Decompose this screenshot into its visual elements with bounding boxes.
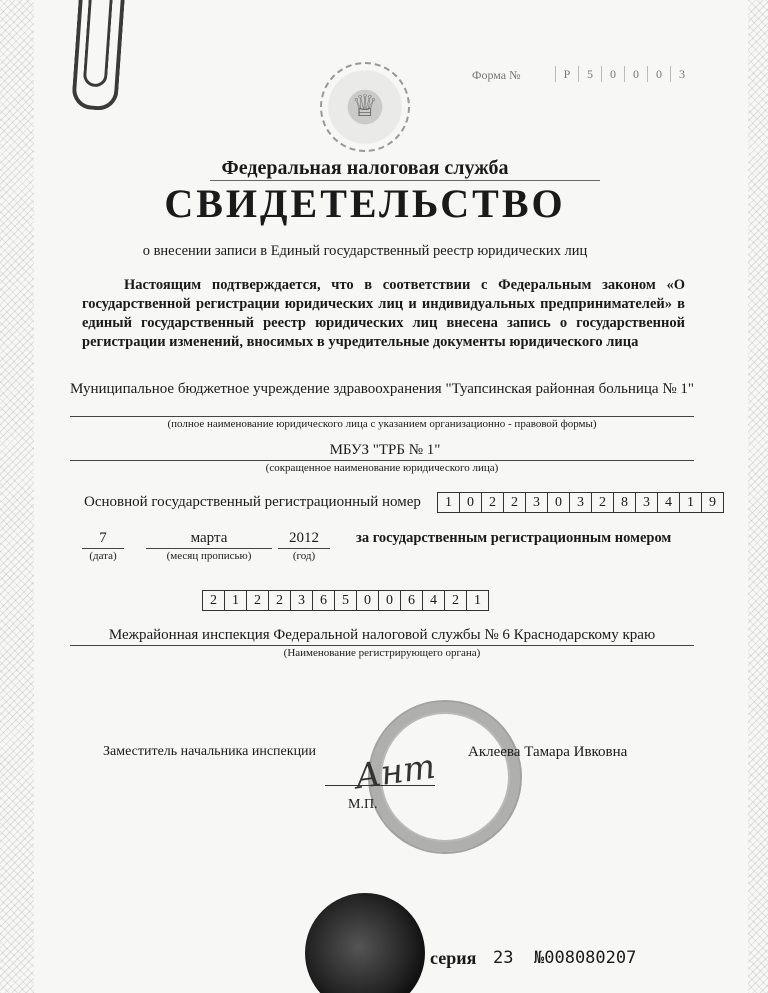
- authority-rule: [70, 645, 694, 646]
- date-day-caption: (дата): [89, 550, 117, 562]
- serial-number: №008080207: [534, 948, 637, 968]
- date-day: 7: [99, 530, 107, 546]
- ogrn-digit: 8: [614, 493, 636, 512]
- hologram-seal: [305, 893, 425, 993]
- stamp-label: М.П.: [348, 797, 378, 812]
- ogrn-digit: 1: [438, 493, 460, 512]
- form-code-char: Р: [555, 66, 578, 82]
- full-name-rule: [70, 416, 694, 417]
- date-year: 2012: [289, 530, 319, 546]
- ogrn-digit: 3: [570, 493, 592, 512]
- series-label: серия: [430, 948, 477, 968]
- state-emblem-icon: ♕: [320, 62, 410, 152]
- agency-name: Федеральная налоговая служба: [221, 157, 509, 179]
- registration-digit: 6: [313, 591, 335, 610]
- registration-digit: 2: [269, 591, 291, 610]
- short-name-rule: [70, 460, 694, 461]
- paper-clip: [71, 0, 125, 111]
- series-number: 23: [493, 948, 514, 968]
- ogrn-digit: 4: [658, 493, 680, 512]
- registration-digit: 1: [474, 593, 481, 608]
- registration-digit: 1: [225, 591, 247, 610]
- registration-digit: 2: [445, 591, 467, 610]
- ogrn-digit: 3: [526, 493, 548, 512]
- registration-digit: 4: [423, 591, 445, 610]
- ogrn-digits: [437, 492, 724, 513]
- form-code-char: 0: [647, 66, 670, 82]
- form-label: Форма №: [472, 68, 521, 82]
- certificate-title: СВИДЕТЕЛЬСТВО: [164, 181, 566, 226]
- intro-paragraph: Настоящим подтверждается, что в соответствии с Федеральным законом «О государственной регистрации юридических лиц и индивидуальных предпринимателей» в единый государственный реестр юридических лиц внесена запись о государственной регистрации изменений, вносимых в учредительные документы юридического лица: [82, 277, 685, 350]
- date-month: марта: [190, 530, 228, 546]
- ogrn-digit: 1: [680, 493, 702, 512]
- full-name-caption: (полное наименование юридического лица с указанием организационно - правовой формы): [167, 418, 597, 430]
- registration-digit: 6: [401, 591, 423, 610]
- registration-digit: 2: [203, 591, 225, 610]
- form-code-char: 5: [578, 66, 601, 82]
- ogrn-digit: 0: [460, 493, 482, 512]
- registration-digit: 0: [379, 591, 401, 610]
- form-code-char: 3: [670, 66, 693, 82]
- registration-digit: 0: [357, 591, 379, 610]
- signer-name: Аклеева Тамара Ивковна: [468, 744, 628, 760]
- signature-line: [325, 785, 435, 786]
- date-year-caption: (год): [292, 550, 316, 562]
- ogrn-label: Основной государственный регистрационный номер: [84, 494, 421, 510]
- ogrn-digit: 9: [709, 495, 716, 510]
- ogrn-digit: 2: [504, 493, 526, 512]
- short-name-caption: (сокращенное наименование юридического лица): [265, 462, 499, 474]
- date-day-rule: [82, 548, 124, 549]
- ogrn-digit: 2: [592, 493, 614, 512]
- right-guilloche-border: [748, 0, 768, 993]
- form-code-char: 0: [624, 66, 647, 82]
- authority-caption: (Наименование регистрирующего органа): [283, 647, 481, 659]
- date-year-rule: [278, 548, 330, 549]
- date-month-caption: (месяц прописью): [166, 550, 252, 562]
- date-month-rule: [146, 548, 272, 549]
- registration-digit: 2: [247, 591, 269, 610]
- ogrn-digit: 3: [636, 493, 658, 512]
- registration-digits: [202, 590, 489, 611]
- registration-digit: 3: [291, 591, 313, 610]
- registration-digit: 5: [335, 591, 357, 610]
- registration-label: за государственным регистрационным номером: [356, 530, 672, 546]
- entity-full-name: Муниципальное бюджетное учреждение здравоохранения "Туапсинская районная больница № 1": [70, 381, 695, 397]
- ogrn-digit: 0: [548, 493, 570, 512]
- form-code-char: 0: [601, 66, 624, 82]
- authority-name: Межрайонная инспекция Федеральной налоговой службы № 6 Краснодарскому краю: [108, 627, 656, 643]
- ogrn-digit: 2: [482, 493, 504, 512]
- form-code: [555, 66, 693, 82]
- left-guilloche-border: [0, 0, 34, 993]
- entity-short-name: МБУЗ "ТРБ № 1": [329, 442, 441, 458]
- handwritten-signature: Ант: [352, 746, 438, 798]
- signer-position: Заместитель начальника инспекции: [103, 744, 317, 759]
- certificate-subtitle: о внесении записи в Единый государственный реестр юридических лиц: [142, 243, 588, 259]
